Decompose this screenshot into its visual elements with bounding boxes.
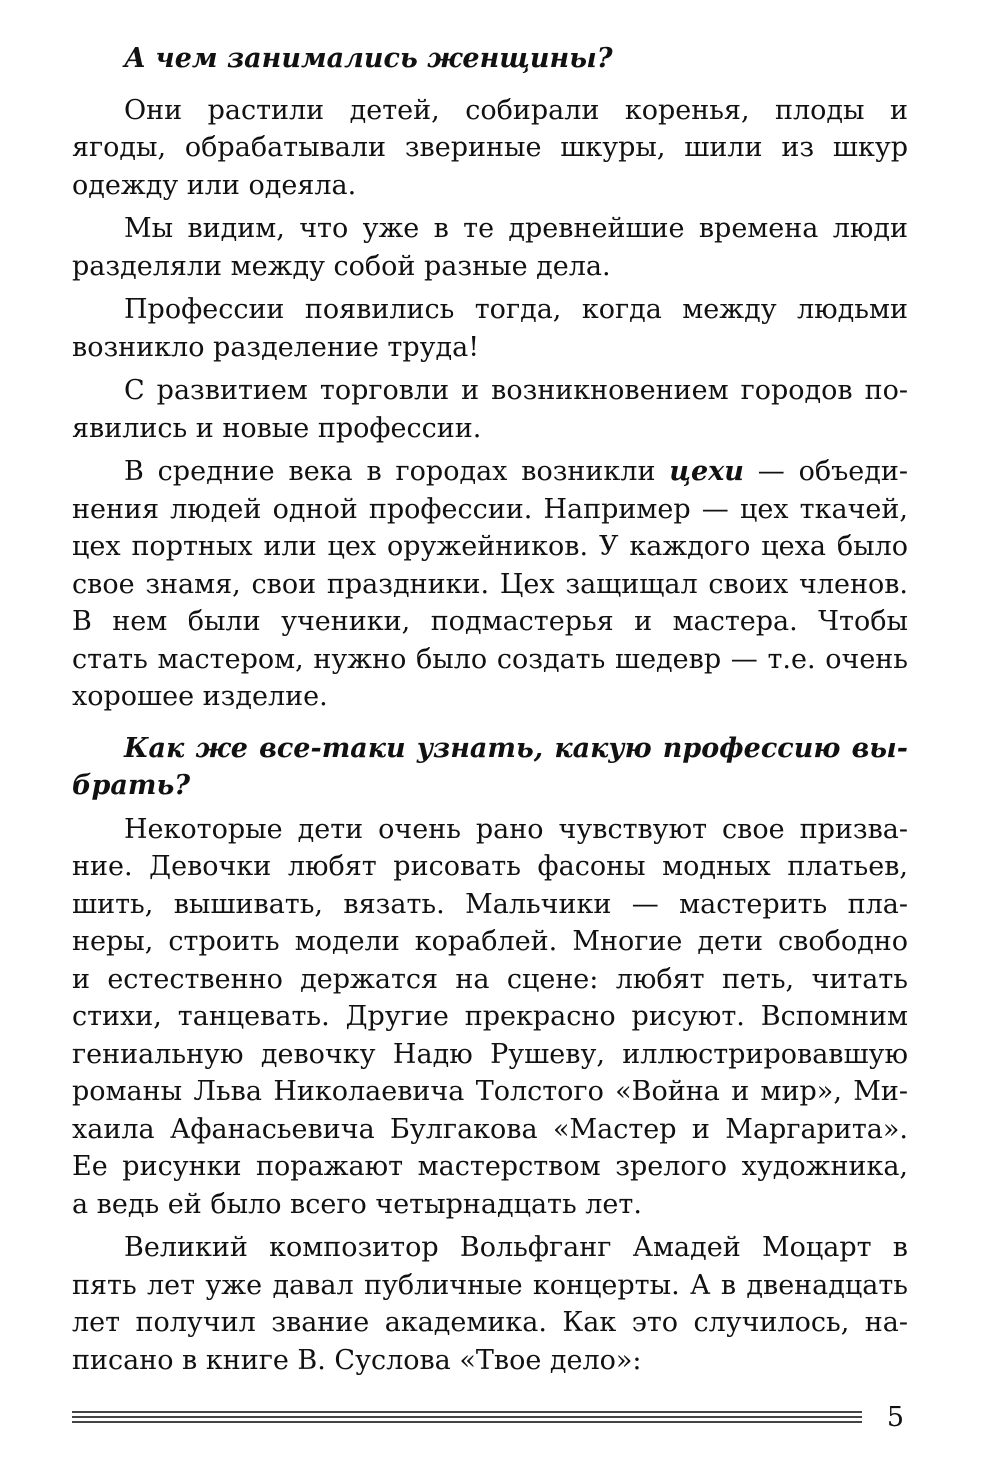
text-line: Великий композитор Вольфганг Амадей Моцарт в bbox=[124, 1232, 908, 1263]
heading-line: брать? bbox=[72, 770, 191, 801]
text-line: С развитием торговли и возникновением городов по- bbox=[124, 375, 908, 406]
term-guilds: цехи bbox=[669, 456, 744, 487]
page-number: 5 bbox=[886, 1402, 904, 1433]
text-line: Профессии появились тогда, когда между людьми bbox=[124, 294, 908, 325]
heading-line: Как же все-таки узнать, какую профессию вы- bbox=[124, 732, 908, 764]
text-line: В нем были ученики, подмастерья и мастера. Чтобы bbox=[72, 606, 908, 637]
text-line: явились и новые профессии. bbox=[72, 412, 482, 444]
paragraph-children-calling bbox=[72, 811, 908, 1224]
text-line: нения людей одной профессии. Например — цех ткачей, bbox=[72, 493, 908, 525]
text-line: романы Льва Николаевича Толстого «Война и мир», Ми- bbox=[72, 1076, 908, 1107]
page-body bbox=[72, 40, 908, 1379]
text-line: неры, строить модели кораблей. Многие дети свободно bbox=[72, 926, 908, 957]
text-line: одежду или одеяла. bbox=[72, 169, 357, 201]
paragraph-guilds bbox=[72, 453, 908, 716]
text-fragment: — объеди- bbox=[757, 456, 908, 487]
text-line: гениальную девочку Надю Рушеву, иллюстрировавшую bbox=[72, 1038, 908, 1070]
section-heading-women: А чем занимались женщины? bbox=[124, 43, 613, 74]
text-line: Ее рисунки поражают мастерством зрелого художника, bbox=[72, 1151, 908, 1182]
text-line: стихи, танцевать. Другие прекрасно рисуют. Вспомним bbox=[72, 1001, 908, 1032]
footer-rule bbox=[72, 1421, 862, 1423]
text-line: пять лет уже давал публичные концерты. А в двенадцать bbox=[72, 1269, 908, 1301]
text-line: возникло разделение труда! bbox=[72, 331, 480, 363]
text-line: и естественно держатся на сцене: любят петь, читать bbox=[72, 963, 908, 995]
text-line: ние. Девочки любят рисовать фасоны модных платьев, bbox=[72, 851, 908, 882]
text-line: Мы видим, что уже в те древнейшие времена люди bbox=[124, 213, 908, 244]
text-line: хаила Афанасьевича Булгакова «Мастер и Маргарита». bbox=[72, 1113, 908, 1145]
paragraph-women-work bbox=[72, 92, 908, 205]
text-line: Они растили детей, собирали коренья, плоды и bbox=[124, 94, 908, 126]
text-line: лет получил звание академика. Как это случилось, на- bbox=[72, 1307, 908, 1338]
text-line: писано в книге В. Суслова «Твое дело»: bbox=[72, 1344, 642, 1376]
text-fragment: В средние века в городах возникли bbox=[124, 456, 656, 487]
text-line: ягоды, обрабатывали звериные шкуры, шили из шкур bbox=[72, 132, 908, 163]
footer-rule bbox=[72, 1411, 862, 1413]
text-line: хорошее изделие. bbox=[72, 681, 328, 712]
text-line: Некоторые дети очень рано чувствуют свое призва- bbox=[124, 813, 908, 845]
text-line: шить, вышивать, вязать. Мальчики — мастерить пла- bbox=[72, 888, 908, 920]
text-line: цех портных или цех оружейников. У каждого цеха было bbox=[72, 531, 908, 562]
text-line: разделяли между собой разные дела. bbox=[72, 250, 611, 282]
text-line: а ведь ей было всего четырнадцать лет. bbox=[72, 1188, 642, 1220]
section-heading-choose-profession bbox=[72, 730, 908, 805]
footer-rule bbox=[72, 1416, 862, 1418]
paragraph-professions-origin bbox=[72, 291, 908, 366]
text-line bbox=[72, 453, 908, 491]
page-footer bbox=[72, 1402, 932, 1437]
text-line: стать мастером, нужно было создать шедевр — т.е. очень bbox=[72, 643, 908, 675]
paragraph-division-of-tasks bbox=[72, 210, 908, 285]
text-line: свое знамя, свои праздники. Цех защищал своих членов. bbox=[72, 568, 908, 600]
paragraph-mozart bbox=[72, 1229, 908, 1379]
paragraph-trade-and-cities bbox=[72, 372, 908, 447]
